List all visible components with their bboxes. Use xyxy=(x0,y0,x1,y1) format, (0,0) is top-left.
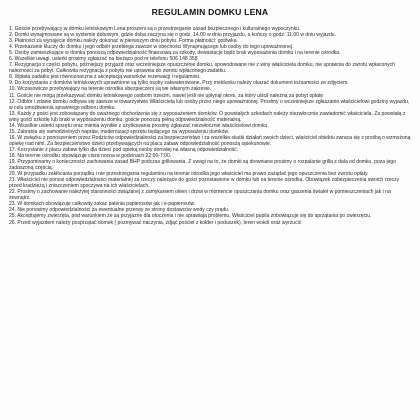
rule-item: 19. Przypominamy o konieczności zachowania zasad BHP podczas grillowania. Z uwagi na to, że domki są drewniane prosimy o rozpalanie grilla z dala od domku, poza jego zadaszoną częścią. xyxy=(9,159,397,172)
rule-item: 18. Na terenie ośrodku obowiązuje cisza nocna w godzinach 22:00-7:00. xyxy=(9,152,172,159)
rule-item: 13. Każdy z gości jest zobowiązany do uważnego obchodzenia się z wyposażeniem domków. O powstałych szkodach należy niezwłocznie zawiadomić właściciela. Za powstałą z winy gości szkodę lub braki w wyposażeniu domku, goście ponoszą pełną odpowiedzialność materialną. xyxy=(9,110,406,123)
rules-list xyxy=(9,26,411,226)
rule-item: 20. W przypadku zakłócania porządku i nie przestrzegania regulaminu na terenie ośrodka jego właściciel ma prawo zażądać jego opuszczenia bez zwrotu opłaty. xyxy=(9,171,369,178)
rule-item: 14. Wszelkie usterki sprzętu oraz mienia wynikłe z użytkowania prosimy zgłaszać niezwłocznie właścicielowi domku. xyxy=(9,122,269,129)
rule-item: 16. W związku z ponoszeniem przez Rodziców odpowiedzialności za bezpieczeństwo i za wszelkie skutki działań swoich dzieci, właściciel obiektu zwraca się z prośbą o wzmożoną opiekę nad nimi. Za bezpieczeństwo dzieci przebywających na placu zabaw odpowiedzialność ponoszą opiekunowie. xyxy=(9,134,411,147)
rule-item: 24. Nie ponosimy odpowiedzialności za ewentualne przerwy ze strony dostawców wody czy prądu. xyxy=(9,207,230,214)
rule-item: 17. Korzystanie z placu zabaw tylko dla dzieci pod opieką osoby dorosłej na własną odpowiedzialność. xyxy=(9,146,239,153)
rule-item: 12. Odbiór i zdanie domku odbywa się zawsze w towarzystwie Właściciela lub osoby przez niego upoważnionej. Prosimy o wcześniejsze zgłaszanie właścicielowi godziny wyjazdu, w celu umożliwienia sprawnego odbioru domku. xyxy=(9,98,410,111)
rule-item: 11. Goście nie mogą przekazywać domku letniskowego osobom trzecim, nawet jeśli nie upłynął okres, za który uiścił należną za pobyt opłatę xyxy=(9,92,324,99)
rule-item: 3. Płatności za wynajęcie domku należy dokonać w pierwszym dniu pobytu. Forma płatności: gotówka. xyxy=(9,38,238,45)
rule-item: 23. W domkach obowiązuje całkowity zakaz palenia papierosów jak i e-papierosów. xyxy=(9,201,196,208)
rule-item: 9. Do korzystania z domków letniskowych uprawnione są tylko osoby zakwaterowane. Przy meldunku należy okazać dokument tożsamości ze zdjęciem. xyxy=(9,80,349,87)
rule-item: 7. Rezygnacja z części pobytu, późniejszy przyjazd oraz wcześniejsze opuszczenie domku, spowodowane nie z winy właściciela domku, nie uprawnia do zwrotu wpłaconych należności za pobyt. Całkowita rezygnacja z pobytu nie uprawnia do zwrotu wpłaconego zadatku. xyxy=(9,62,395,75)
rule-item: 4. Przekazanie kluczy do domku i jego odbiór przebiega zawsze w obecności Wynajmującego lub osoby do tego upoważnionej. xyxy=(9,44,294,51)
rule-item: 6. Wszelkie uwagi, usterki prosimy zgłaszać na bieżąco pod nr telefonu 506 148 358 xyxy=(9,56,198,63)
rule-item: 8. Wpłata zadatku jest równoznaczna z akceptacją warunków rezerwacji i regulaminu. xyxy=(9,74,201,81)
rule-item: 2. Domki wynajmowane są w systemie dobowym, gdzie doba zaczyna się o godz. 14.00 w dniu przyjazdu, a kończy o godz. 11.00 w dniu wyjazdu. xyxy=(9,32,337,39)
rule-item: 22. Prosimy o zachowanie należytej staranności związanej z zamykaniem okien i drzwi w momencie opuszczania domku oraz gaszenia świateł w pomieszczeniach jak i na zewnątrz. xyxy=(9,189,391,202)
rule-item: 26. Przed wyjazdem należy posprzątać domek ( pozmywać naczynia, zdjąć pościel z kołder i poduszek), teren wokół oraz wyrzucić xyxy=(9,219,302,226)
rule-item: 1. Goście przebywający w domku letniskowym Lena proszeni są o przestrzeganie zasad bezpiecznego i kulturalnego wypoczynku. xyxy=(9,26,301,32)
rule-item: 10. Wczasowicze przebywający na terenie ośrodka ubezpieczeni są we własnym zakresie. xyxy=(9,86,212,93)
rule-item: 5. Osoby zamieszkujące w domku ponoszą odpowiedzialność finansową za szkody, dewastacje bądź brak wyposażenia domku i na terenie ośrodka. xyxy=(9,50,341,57)
rule-item: 21. Właściciel nie ponosi odpowiedzialności materialnej za rzeczy należące do gości pozostawione w domku lub na terenie ośrodka. Obowiązek zabezpieczenia swoich rzeczy przed kradzieżą i zniszczeniem spoczywa na ich właścicielach. xyxy=(9,177,400,190)
document-title: REGULAMIN DOMKU LENA xyxy=(151,7,269,17)
rule-item: 15. Zabrania się samodzielnych napraw, modernizacji sprzętu będącego na wyposażeniu domków. xyxy=(9,128,230,135)
rule-item: 25. Akceptujemy zwierzęta, pod warunkiem że są przyjazne dla otoczenia i nie sprawiają problemu, Właściciel pupila zobowiązuje się do sprzątania po zwierzęciu. xyxy=(9,213,372,220)
